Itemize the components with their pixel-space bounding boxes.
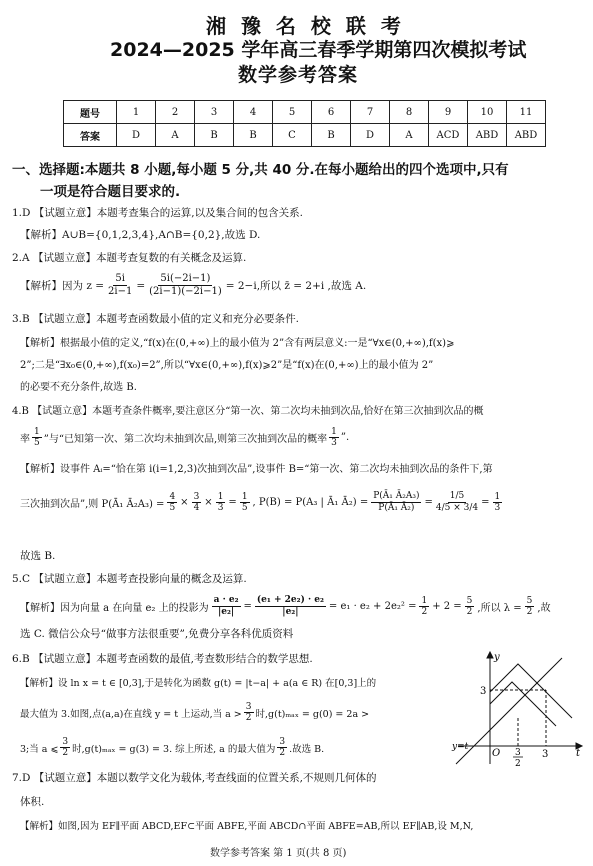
fraction — [371, 491, 421, 514]
q5-intent: 5.C 【试题立意】本题考查投影向量的概念及运算. — [12, 573, 247, 585]
table-cell: D — [351, 124, 390, 147]
q4-text: 三次抽到次品”,则 P(Ā₁ Ā₂A₃) = — [20, 499, 165, 510]
fraction-den: 5 — [169, 503, 176, 513]
fraction — [244, 702, 254, 723]
table-header-cell: 答案 — [64, 124, 117, 147]
q7-intent-2: 体积. — [20, 796, 45, 808]
fraction — [465, 596, 475, 617]
table-cell: B — [312, 124, 351, 147]
fraction-den: 2 — [245, 713, 252, 723]
q2-intent: 2.A 【试题立意】本题考查复数的有关概念及运算. — [12, 252, 247, 264]
fraction-den: 5 — [34, 438, 40, 448]
q6-solution-3 — [20, 737, 324, 758]
table-cell: B — [195, 124, 234, 147]
q2-text-a: 【解析】因为 z = — [20, 280, 105, 292]
answer-table — [63, 100, 546, 147]
table-cell: B — [234, 124, 273, 147]
table-cell: 2 — [156, 101, 195, 124]
q2-eq: = — [136, 279, 146, 292]
times-sign: × — [180, 497, 189, 508]
function-graph — [450, 648, 590, 768]
fraction — [493, 492, 503, 513]
y-axis-label: y — [494, 652, 500, 663]
fraction-den: 4 — [193, 503, 200, 513]
q4-solution-2 — [20, 491, 502, 514]
fraction — [32, 427, 42, 448]
q3-solution-1: 【解析】根据最小值的定义,“f(x)在(0,+∞)上的最小值为 2”含有两层意义:一是“∀x∈(0,+∞),f(x)⩾ — [20, 338, 455, 349]
fraction — [525, 596, 535, 617]
title-line-1: 湘 豫 名 校 联 考 — [206, 14, 405, 38]
q2-solution — [20, 273, 366, 298]
q5-text: ,所以 λ = — [477, 603, 522, 614]
title-line-2: 2024—2025 学年高三春季学期第四次模拟考试 — [110, 39, 527, 61]
fraction-num: 5 — [526, 596, 533, 606]
q6-text: 3;当 a ⩽ — [20, 743, 59, 755]
q6-solution-2 — [20, 702, 369, 723]
table-row-numbers — [64, 101, 546, 124]
fraction — [192, 492, 202, 513]
q3-solution-3: 的必要不充分条件,故选 B. — [20, 382, 137, 393]
equals-sign: = — [481, 497, 490, 508]
fraction-num: 3 — [193, 492, 200, 502]
page-footer: 数学参考答案 第 1 页(共 8 页) — [210, 848, 347, 859]
fraction-den: 3 — [494, 503, 501, 513]
q5-text: = e₁ · e₂ + 2e₂² = — [328, 601, 417, 612]
fraction-num: 3 — [245, 702, 252, 712]
fraction-num: P(Ā₁ Ā₂A₃) — [373, 491, 420, 501]
q7-solution: 【解析】如图,因为 EF∥平面 ABCD,EF⊂平面 ABFE,平面 ABCD∩平面 ABFE=AB,所以 EF∥AB,设 M,N, — [20, 821, 474, 832]
table-cell: 1 — [117, 101, 156, 124]
fraction-den: 4/5 × 3/4 — [435, 503, 479, 513]
q4-solution-1: 【解析】设事件 Aᵢ=“恰在第 i(i=1,2,3)次抽到次品”,设事件 B=“第一次、第二次均未抽到次品的条件下,第 — [20, 464, 493, 475]
frac-den-label: 2 — [515, 759, 521, 768]
fraction-den: 2 — [526, 607, 533, 617]
table-cell: 6 — [312, 101, 351, 124]
fraction-den: 3 — [217, 503, 224, 513]
table-cell: ABD — [507, 124, 546, 147]
table-cell: 5 — [273, 101, 312, 124]
table-cell: 9 — [429, 101, 468, 124]
fraction-num: 1 — [331, 427, 337, 437]
fraction-den: (2i−1)(−2i−1) — [149, 286, 222, 297]
table-cell: D — [117, 124, 156, 147]
fraction — [216, 492, 226, 513]
fraction-num: 5i — [115, 273, 125, 284]
origin-label: O — [492, 748, 501, 759]
q6-text: 时,g(t)ₘₐₓ = g(0) = 2a > — [255, 708, 370, 720]
fraction-den: 2 — [62, 748, 69, 758]
q5-text: ,故 — [537, 603, 551, 614]
fraction-num: 1/5 — [449, 491, 465, 501]
q4-conclusion: 故选 B. — [20, 550, 56, 562]
table-cell: C — [273, 124, 312, 147]
section-heading-cont: 一项是符合题目要求的. — [40, 184, 181, 200]
y-tick-label: 3 — [480, 686, 487, 697]
fraction-num: 1 — [34, 427, 40, 437]
t-tick-label: 3 — [542, 749, 549, 760]
fraction — [108, 273, 132, 298]
q4-intent: 4.B 【试题立意】本题考查条件概率,要注意区分“第一次、第二次均未抽到次品,恰好在第三次抽到次品的概 — [12, 406, 484, 417]
q7-intent: 7.D 【试题立意】本题以数学文化为载体,考查线面的位置关系,不规则几何体的 — [12, 772, 377, 784]
fraction-num: a · e₂ — [213, 595, 239, 605]
fraction-den: 2 — [279, 748, 286, 758]
fraction-num: 5i(−2i−1) — [160, 273, 211, 284]
fraction-num: 3 — [279, 737, 286, 747]
fraction — [436, 491, 478, 514]
q5-solution — [20, 595, 551, 618]
section-heading: 一、选择题:本题共 8 小题,每小题 5 分,共 40 分.在每小题给出的四个选项中,只有 — [12, 162, 509, 178]
fraction — [212, 595, 241, 618]
q6-text: .故选 B. — [289, 743, 325, 755]
q6-solution-1: 【解析】设 ln x = t ∈ [0,3],于是转化为函数 g(t) = |t−a| + a(a ∈ R) 在[0,3]上的 — [20, 678, 377, 689]
q5-text: 【解析】因为向量 a 在向量 e₂ 上的投影为 — [20, 603, 209, 614]
fraction-den: 3 — [331, 438, 337, 448]
q6-text: 时,g(t)ₘₐₓ = g(3) = 3. 综上所述, a 的最大值为 — [72, 743, 276, 755]
table-cell: ABD — [468, 124, 507, 147]
fraction-num: 1 — [241, 492, 248, 502]
q3-intent: 3.B 【试题立意】本题考查函数最小值的定义和充分必要条件. — [12, 313, 299, 325]
q1-solution: 【解析】A∪B={0,1,2,3,4},A∩B={0,2},故选 D. — [20, 229, 261, 241]
fraction — [277, 737, 287, 758]
table-cell: 11 — [507, 101, 546, 124]
fraction-num: 1 — [217, 492, 224, 502]
y-axis-arrow-icon — [487, 652, 493, 658]
fraction-den: |e₂| — [217, 607, 235, 617]
table-cell: 4 — [234, 101, 273, 124]
fraction — [329, 427, 339, 448]
fraction-num: (e₁ + 2e₂) · e₂ — [256, 595, 324, 605]
q3-solution-2: 2”;二是“∃x₀∈(0,+∞),f(x₀)=2”,所以“∀x∈(0,+∞),f(x)⩾2”是“f(x)在(0,+∞)上的最小值为 2” — [20, 360, 434, 371]
table-cell: A — [156, 124, 195, 147]
fraction-den: 2 — [421, 607, 428, 617]
frac-num-label: 3 — [515, 748, 521, 758]
fraction-den: 5 — [241, 503, 248, 513]
fraction — [60, 737, 70, 758]
fraction-num: 1 — [494, 492, 501, 502]
table-cell: A — [390, 124, 429, 147]
q6-intent: 6.B 【试题立意】本题考查函数的最值,考查数形结合的数学思想. — [12, 653, 313, 665]
fraction-num: 5 — [466, 596, 473, 606]
fraction — [240, 492, 250, 513]
q1-intent: 1.D 【试题立意】本题考查集合的运算,以及集合间的包含关系. — [12, 207, 303, 219]
q2-text-b: = 2−i,所以 z̄ = 2+i ,故选 A. — [225, 280, 367, 292]
fraction-den: |e₂| — [282, 607, 299, 617]
t-axis-label: t — [576, 748, 581, 759]
table-cell: 10 — [468, 101, 507, 124]
q4-intent-2 — [20, 427, 349, 448]
fraction-den: 2 — [466, 607, 473, 617]
q5-text: + 2 = — [432, 601, 462, 612]
table-cell: 3 — [195, 101, 234, 124]
equals-sign: = — [243, 601, 252, 612]
times-sign: × — [204, 497, 213, 508]
fraction — [419, 596, 429, 617]
title-line-3: 数学参考答案 — [238, 64, 359, 86]
table-cell: ACD — [429, 124, 468, 147]
fraction-den: 2i−1 — [108, 286, 133, 297]
table-row-answers — [64, 124, 546, 147]
table-cell: 7 — [351, 101, 390, 124]
fraction — [255, 595, 326, 618]
fraction-den: P(Ā₁ Ā₂) — [378, 503, 415, 513]
q6-text: 最大值为 3.如图,点(a,a)在直线 y = t 上运动,当 a > — [20, 708, 242, 720]
equals-sign: = — [424, 497, 433, 508]
q4-text-c: ”. — [340, 432, 350, 443]
table-cell: 8 — [390, 101, 429, 124]
q4-text: , P(B) = P(A₃ | Ā₁ Ā₂) = — [252, 497, 369, 508]
q4-text-b: ”与“已知第一次、第二次均未抽到次品,则第三次抽到次品的概率 — [43, 434, 328, 445]
fraction-num: 4 — [169, 492, 176, 502]
q5-conclusion: 选 C. 微信公众号“做事方法很重要”,免费分享各科优质资料 — [20, 628, 294, 640]
equals-sign: = — [228, 497, 237, 508]
line-label: y=t — [452, 742, 469, 752]
fraction-num: 3 — [62, 737, 69, 747]
fraction-num: 1 — [421, 596, 428, 606]
table-header-cell: 题号 — [64, 101, 117, 124]
q4-text-a: 率 — [20, 434, 30, 445]
fraction — [149, 273, 222, 298]
fraction — [167, 492, 177, 513]
